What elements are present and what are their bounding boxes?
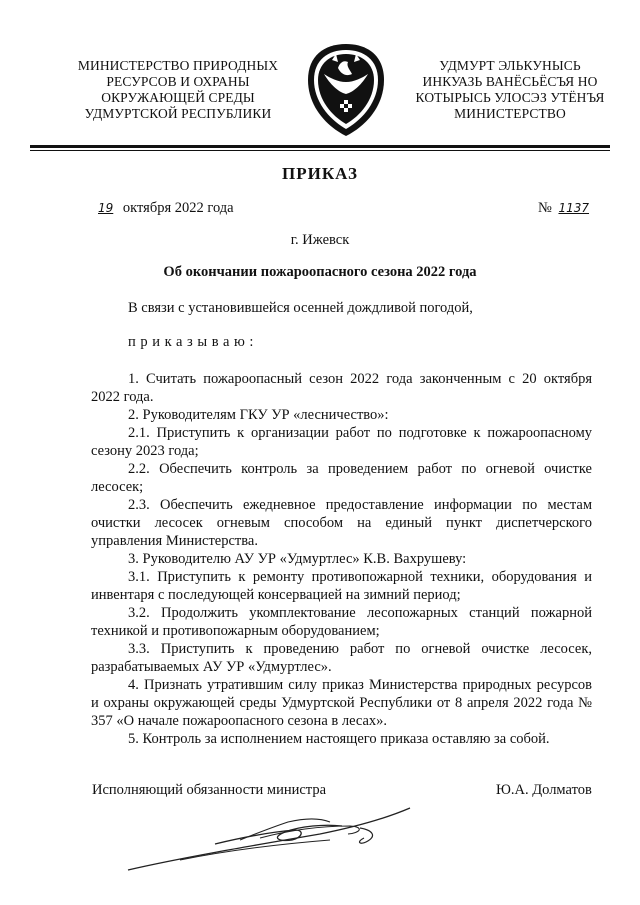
date-day-handwritten: 19	[98, 201, 114, 215]
document-body	[91, 370, 592, 748]
ministry-name-line: КОТЫРЫСЬ УЛОСЭЗ УТЁНЪЯ	[415, 90, 605, 105]
ministry-name-line: МИНИСТЕРСТВО ПРИРОДНЫХ	[77, 58, 279, 73]
document-city: г. Ижевск	[290, 232, 350, 248]
paragraph-item-3-1: 3.1. Приступить к ремонту противопожарной техники, оборудования и инвентаря с последующей консервацией на зимний период;	[91, 569, 592, 603]
order-word: приказываю:	[128, 334, 259, 350]
paragraph-item-2-1: 2.1. Приступить к организации работ по подготовке к пожароопасному сезону 2023 года;	[91, 425, 592, 459]
handwritten-signature-icon	[120, 800, 420, 880]
udmurt-coat-of-arms-icon	[302, 40, 390, 140]
paragraph-item-3-3: 3.3. Приступить к проведению работ по огневой очистке лесосек, разрабатываемых АУ УР «Удмуртлес».	[91, 641, 592, 675]
paragraph-item-5: 5. Контроль за исполнением настоящего приказа оставляю за собой.	[128, 731, 550, 747]
ministry-name-line: УДМУРТ ЭЛЬКУНЫСЬ	[439, 58, 581, 73]
document-number	[538, 200, 589, 217]
paragraph-item-4: 4. Признать утратившим силу приказ Министерства природных ресурсов и охраны окружающей среды Удмуртской Республики от 8 апреля 2022 года № 357 «О начале пожароопасного сезона в лесах».	[91, 677, 592, 729]
document-date	[92, 200, 234, 217]
header-divider-thick	[30, 145, 610, 148]
header-divider-thin	[30, 150, 610, 151]
paragraph-item-1: 1. Считать пожароопасный сезон 2022 года законченным с 20 октября 2022 года.	[91, 371, 592, 405]
ministry-name-line: МИНИСТЕРСТВО	[454, 106, 566, 121]
signatory-title: Исполняющий обязанности министра	[92, 782, 327, 798]
number-label: №	[538, 200, 552, 216]
paragraph-item-3: 3. Руководителю АУ УР «Удмуртлес» К.В. Вахрушеву:	[128, 551, 467, 567]
signatory-name: Ю.А. Долматов	[496, 782, 592, 798]
paragraph-item-2: 2. Руководителям ГКУ УР «лесничество»:	[128, 407, 389, 423]
ministry-name-line: РЕСУРСОВ И ОХРАНЫ	[106, 74, 250, 89]
date-month-year: октября 2022 года	[122, 200, 234, 216]
ministry-name-udmurt	[400, 58, 620, 122]
ministry-name-russian	[62, 58, 294, 122]
paragraph-item-3-2: 3.2. Продолжить укомплектование лесопожарных станций пожарной техникой и противопожарным оборудованием;	[91, 605, 592, 639]
document-title: ПРИКАЗ	[282, 164, 358, 183]
document-intro: В связи с установившейся осенней дождливой погодой,	[128, 300, 473, 316]
number-value-handwritten: 1137	[558, 201, 590, 215]
ministry-name-line: ИНКУАЗЬ ВАНЁСЬЁСЪЯ НО	[422, 74, 598, 89]
document-subject: Об окончании пожароопасного сезона 2022 года	[163, 264, 477, 280]
paragraph-item-2-2: 2.2. Обеспечить контроль за проведением работ по огневой очистке лесосек;	[91, 461, 592, 495]
ministry-name-line: УДМУРТСКОЙ РЕСПУБЛИКИ	[84, 106, 272, 121]
ministry-name-line: ОКРУЖАЮЩЕЙ СРЕДЫ	[101, 90, 255, 105]
paragraph-item-2-3: 2.3. Обеспечить ежедневное предоставление информации по местам очистки лесосек огневым способом на единый пункт диспетчерского управления Министерства.	[91, 497, 592, 549]
